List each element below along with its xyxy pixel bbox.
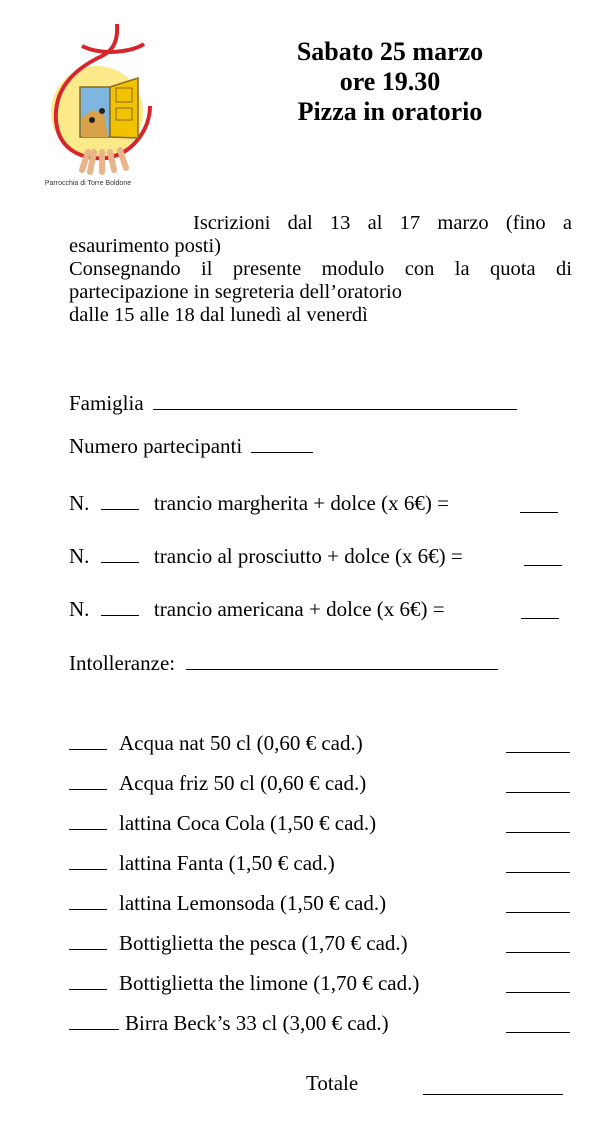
intolleranze-field[interactable] — [186, 668, 498, 670]
drink-qty-field[interactable] — [69, 908, 107, 910]
partecipanti-row — [69, 434, 313, 459]
event-header — [250, 37, 530, 127]
parish-oratory-logo — [22, 10, 152, 190]
drink-row — [69, 971, 574, 1011]
drink-row — [69, 731, 574, 771]
intro-line-5: dalle 15 alle 18 dal lunedì al venerdì — [69, 304, 368, 326]
pizza-total-field[interactable] — [521, 617, 559, 619]
pizza-label: trancio americana + dolce (x 6€) = — [153, 597, 445, 621]
pizza-qty-field[interactable] — [101, 614, 139, 616]
pizza-label: trancio al prosciutto + dolce (x 6€) = — [153, 544, 463, 568]
intro-line-2: esaurimento posti) — [69, 235, 222, 257]
drink-row — [69, 931, 574, 971]
drink-qty-field[interactable] — [69, 748, 107, 750]
totale-label: Totale — [306, 1071, 359, 1095]
drink-qty-field[interactable] — [69, 828, 107, 830]
drink-total-field[interactable] — [506, 911, 570, 913]
drink-row — [69, 891, 574, 931]
famiglia-field[interactable] — [153, 408, 517, 410]
drink-label: Bottiglietta the pesca (1,70 € cad.) — [119, 931, 408, 955]
pizza-prefix: N. — [69, 491, 90, 515]
drink-label: lattina Fanta (1,50 € cad.) — [119, 851, 335, 875]
famiglia-label: Famiglia — [69, 391, 144, 415]
pizza-prefix: N. — [69, 597, 90, 621]
drinks-list — [69, 731, 574, 1051]
pizza-row-americana — [69, 597, 569, 622]
drink-label: Bottiglietta the limone (1,70 € cad.) — [119, 971, 420, 995]
drink-qty-field[interactable] — [69, 1028, 119, 1030]
drink-qty-field[interactable] — [69, 868, 107, 870]
pizza-prefix: N. — [69, 544, 90, 568]
pizza-total-field[interactable] — [520, 511, 558, 513]
event-time: ore 19.30 — [339, 67, 441, 96]
totale-field[interactable] — [423, 1093, 563, 1095]
drink-label: lattina Coca Cola (1,50 € cad.) — [119, 811, 377, 835]
drink-qty-field[interactable] — [69, 948, 107, 950]
drink-row — [69, 1011, 574, 1051]
drink-row — [69, 851, 574, 891]
drink-total-field[interactable] — [506, 951, 570, 953]
drink-total-field[interactable] — [506, 831, 570, 833]
intro-line-1: Iscrizioni dal 13 al 17 marzo (fino a — [193, 212, 572, 234]
drink-label: Acqua nat 50 cl (0,60 € cad.) — [119, 731, 363, 755]
intro-line-4: partecipazione in segreteria dell’oratorio — [69, 281, 402, 303]
event-title: Pizza in oratorio — [297, 97, 483, 126]
drink-total-field[interactable] — [506, 991, 570, 993]
drink-row — [69, 811, 574, 851]
pizza-qty-field[interactable] — [101, 561, 139, 563]
intro-line-3: Consegnando il presente modulo con la quota di — [69, 258, 572, 280]
intro-paragraph — [69, 212, 572, 327]
logo-caption: Parrocchia di Torre Boldone — [44, 180, 132, 187]
pizza-label: trancio margherita + dolce (x 6€) = — [153, 491, 449, 515]
drink-label: Acqua friz 50 cl (0,60 € cad.) — [119, 771, 367, 795]
drink-qty-field[interactable] — [69, 788, 107, 790]
drink-total-field[interactable] — [506, 791, 570, 793]
drink-label: Birra Beck’s 33 cl (3,00 € cad.) — [125, 1011, 389, 1035]
totale-row — [306, 1071, 358, 1096]
drink-qty-field[interactable] — [69, 988, 107, 990]
intolleranze-row — [69, 651, 498, 676]
famiglia-row — [69, 391, 517, 416]
pizza-qty-field[interactable] — [101, 508, 139, 510]
drink-total-field[interactable] — [506, 871, 570, 873]
pizza-row-prosciutto — [69, 544, 569, 569]
partecipanti-label: Numero partecipanti — [69, 434, 243, 458]
event-date: Sabato 25 marzo — [296, 37, 484, 66]
drink-row — [69, 771, 574, 811]
drink-label: lattina Lemonsoda (1,50 € cad.) — [119, 891, 387, 915]
pizza-row-margherita — [69, 491, 569, 516]
pizza-total-field[interactable] — [524, 564, 562, 566]
logo-hands — [82, 150, 126, 172]
intolleranze-label: Intolleranze: — [69, 651, 176, 675]
drink-total-field[interactable] — [506, 751, 570, 753]
partecipanti-field[interactable] — [251, 451, 313, 453]
drink-total-field[interactable] — [506, 1031, 570, 1033]
logo-icon — [22, 10, 152, 190]
